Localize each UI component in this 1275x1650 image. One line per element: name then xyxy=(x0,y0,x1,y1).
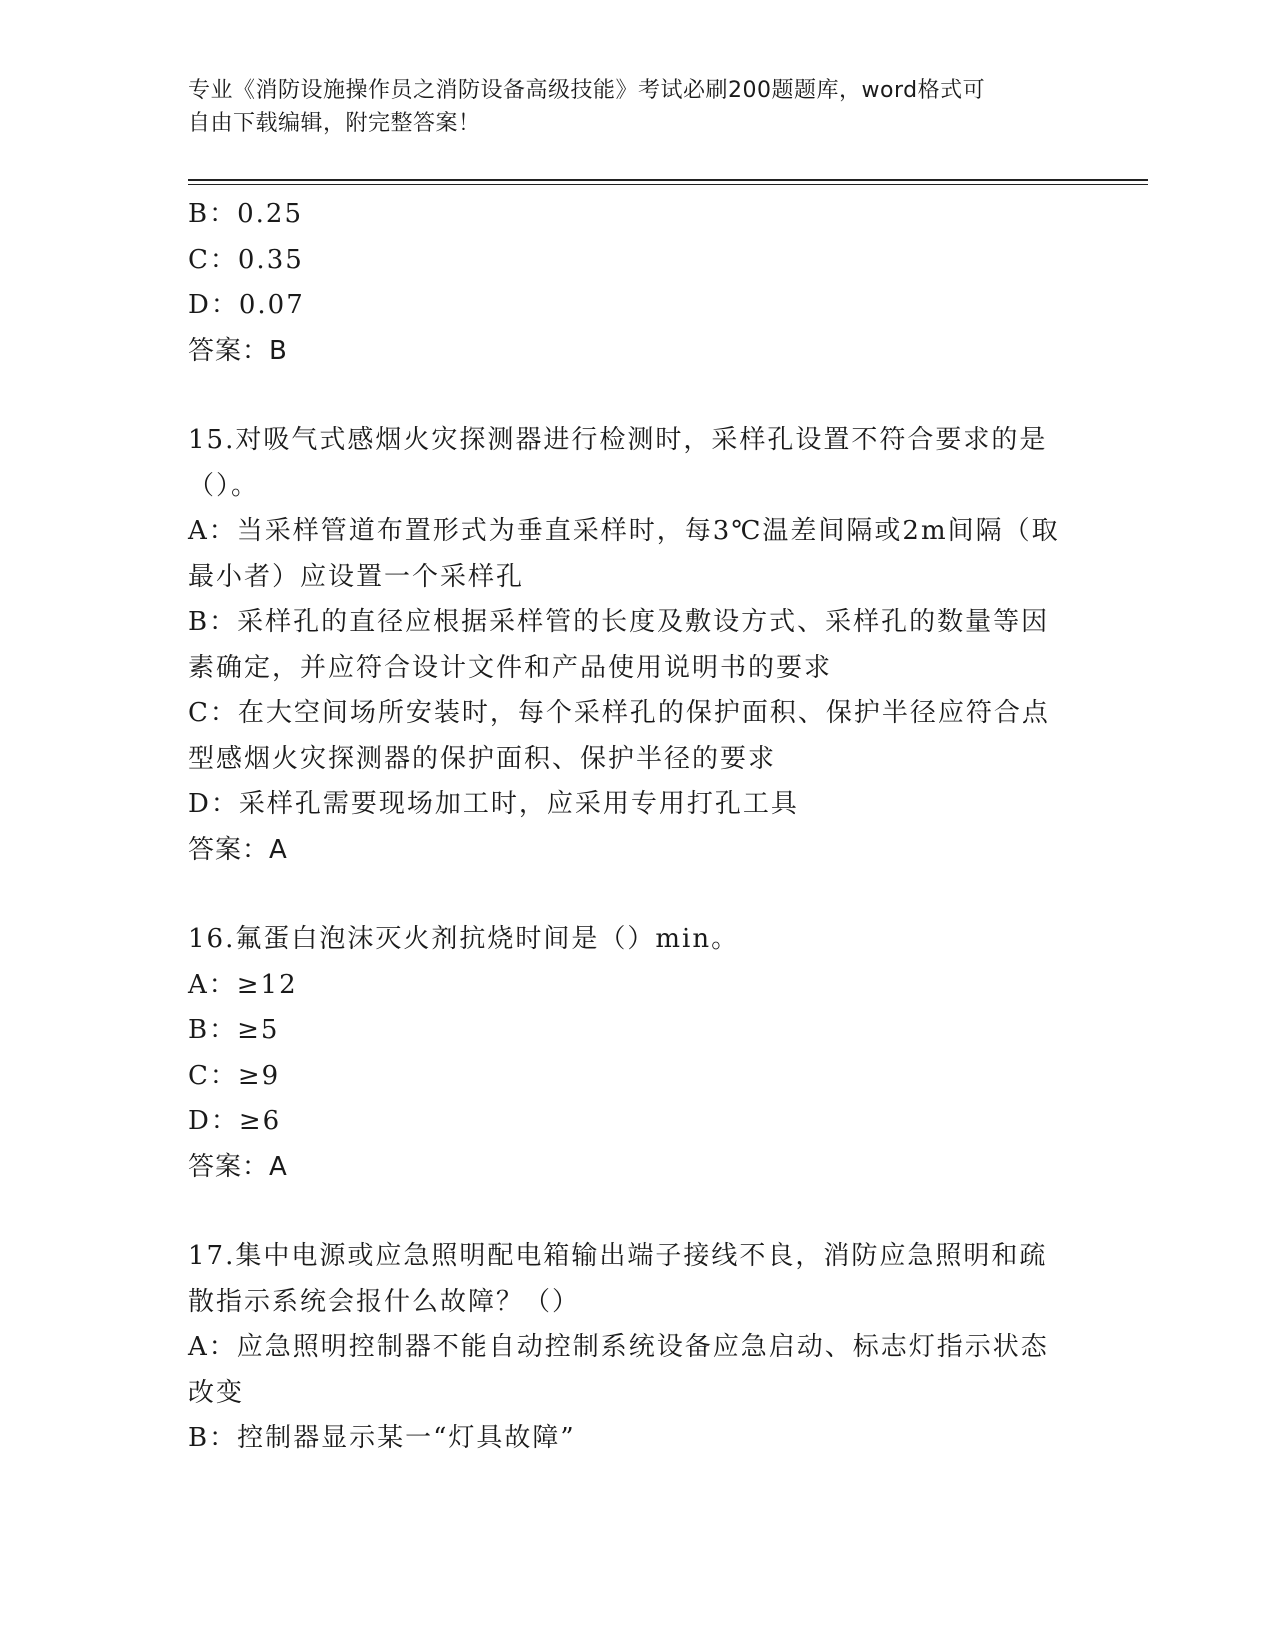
option-line: C：0.35 xyxy=(188,244,304,275)
spacer xyxy=(188,374,1088,418)
option-line: D：0.07 xyxy=(188,290,305,320)
option-line: A：应急照明控制器不能自动控制系统设备应急启动、标志灯指示状态 xyxy=(188,1332,1049,1362)
document-header xyxy=(188,74,1088,140)
question-text-line: 17.集中电源或应急照明配电箱输出端子接线不良，消防应急照明和疏 xyxy=(188,1241,1048,1271)
header-line-1: 专业《消防设施操作员之消防设备高级技能》考试必刷200题题库，word格式可 xyxy=(188,78,986,103)
question-text-line: （）。 xyxy=(188,470,260,501)
option-line: C：≥9 xyxy=(188,1060,281,1091)
question-text-line: 15.对吸气式感烟火灾探测器进行检测时，采样孔设置不符合要求的是 xyxy=(188,425,1048,455)
header-line-2: 自由下载编辑，附完整答案！ xyxy=(188,111,481,136)
option-line: D：≥6 xyxy=(188,1106,282,1136)
option-line: 改变 xyxy=(188,1377,245,1408)
option-line: A：当采样管道布置形式为垂直采样时，每3℃温差间隔或2m间隔（取 xyxy=(188,516,1060,546)
header-rule-thin xyxy=(188,184,1148,185)
question-15-block xyxy=(188,418,1088,873)
option-line: B：0.25 xyxy=(188,199,303,229)
question-17-block xyxy=(188,1234,1088,1462)
question-content xyxy=(188,192,1088,1462)
option-line: 型感烟火灾探测器的保护面积、保护半径的要求 xyxy=(188,743,777,774)
question-16-block xyxy=(188,917,1088,1190)
option-line: 素确定，并应符合设计文件和产品使用说明书的要求 xyxy=(188,652,833,683)
option-line: C：在大空间场所安装时，每个采样孔的保护面积、保护半径应符合点 xyxy=(188,698,1050,728)
question-text-line: 16.氟蛋白泡沫灭火剂抗烧时间是（）min。 xyxy=(188,924,740,954)
option-line: D：采样孔需要现场加工时，应采用专用打孔工具 xyxy=(188,789,799,819)
option-line: B：≥5 xyxy=(188,1015,280,1045)
spacer xyxy=(188,1190,1088,1234)
question-text-line: 散指示系统会报什么故障？（） xyxy=(188,1286,581,1317)
answer-line: 答案：A xyxy=(188,1151,288,1182)
option-line: 最小者）应设置一个采样孔 xyxy=(188,561,525,592)
option-line: B：控制器显示某一“灯具故障” xyxy=(188,1423,576,1453)
previous-question-block xyxy=(188,192,1088,374)
answer-line: 答案：B xyxy=(188,335,288,366)
spacer xyxy=(188,873,1088,917)
answer-line: 答案：A xyxy=(188,834,288,865)
option-line: A：≥12 xyxy=(188,969,298,1000)
option-line: B：采样孔的直径应根据采样管的长度及敷设方式、采样孔的数量等因 xyxy=(188,607,1050,637)
header-rule-thick xyxy=(188,179,1148,181)
